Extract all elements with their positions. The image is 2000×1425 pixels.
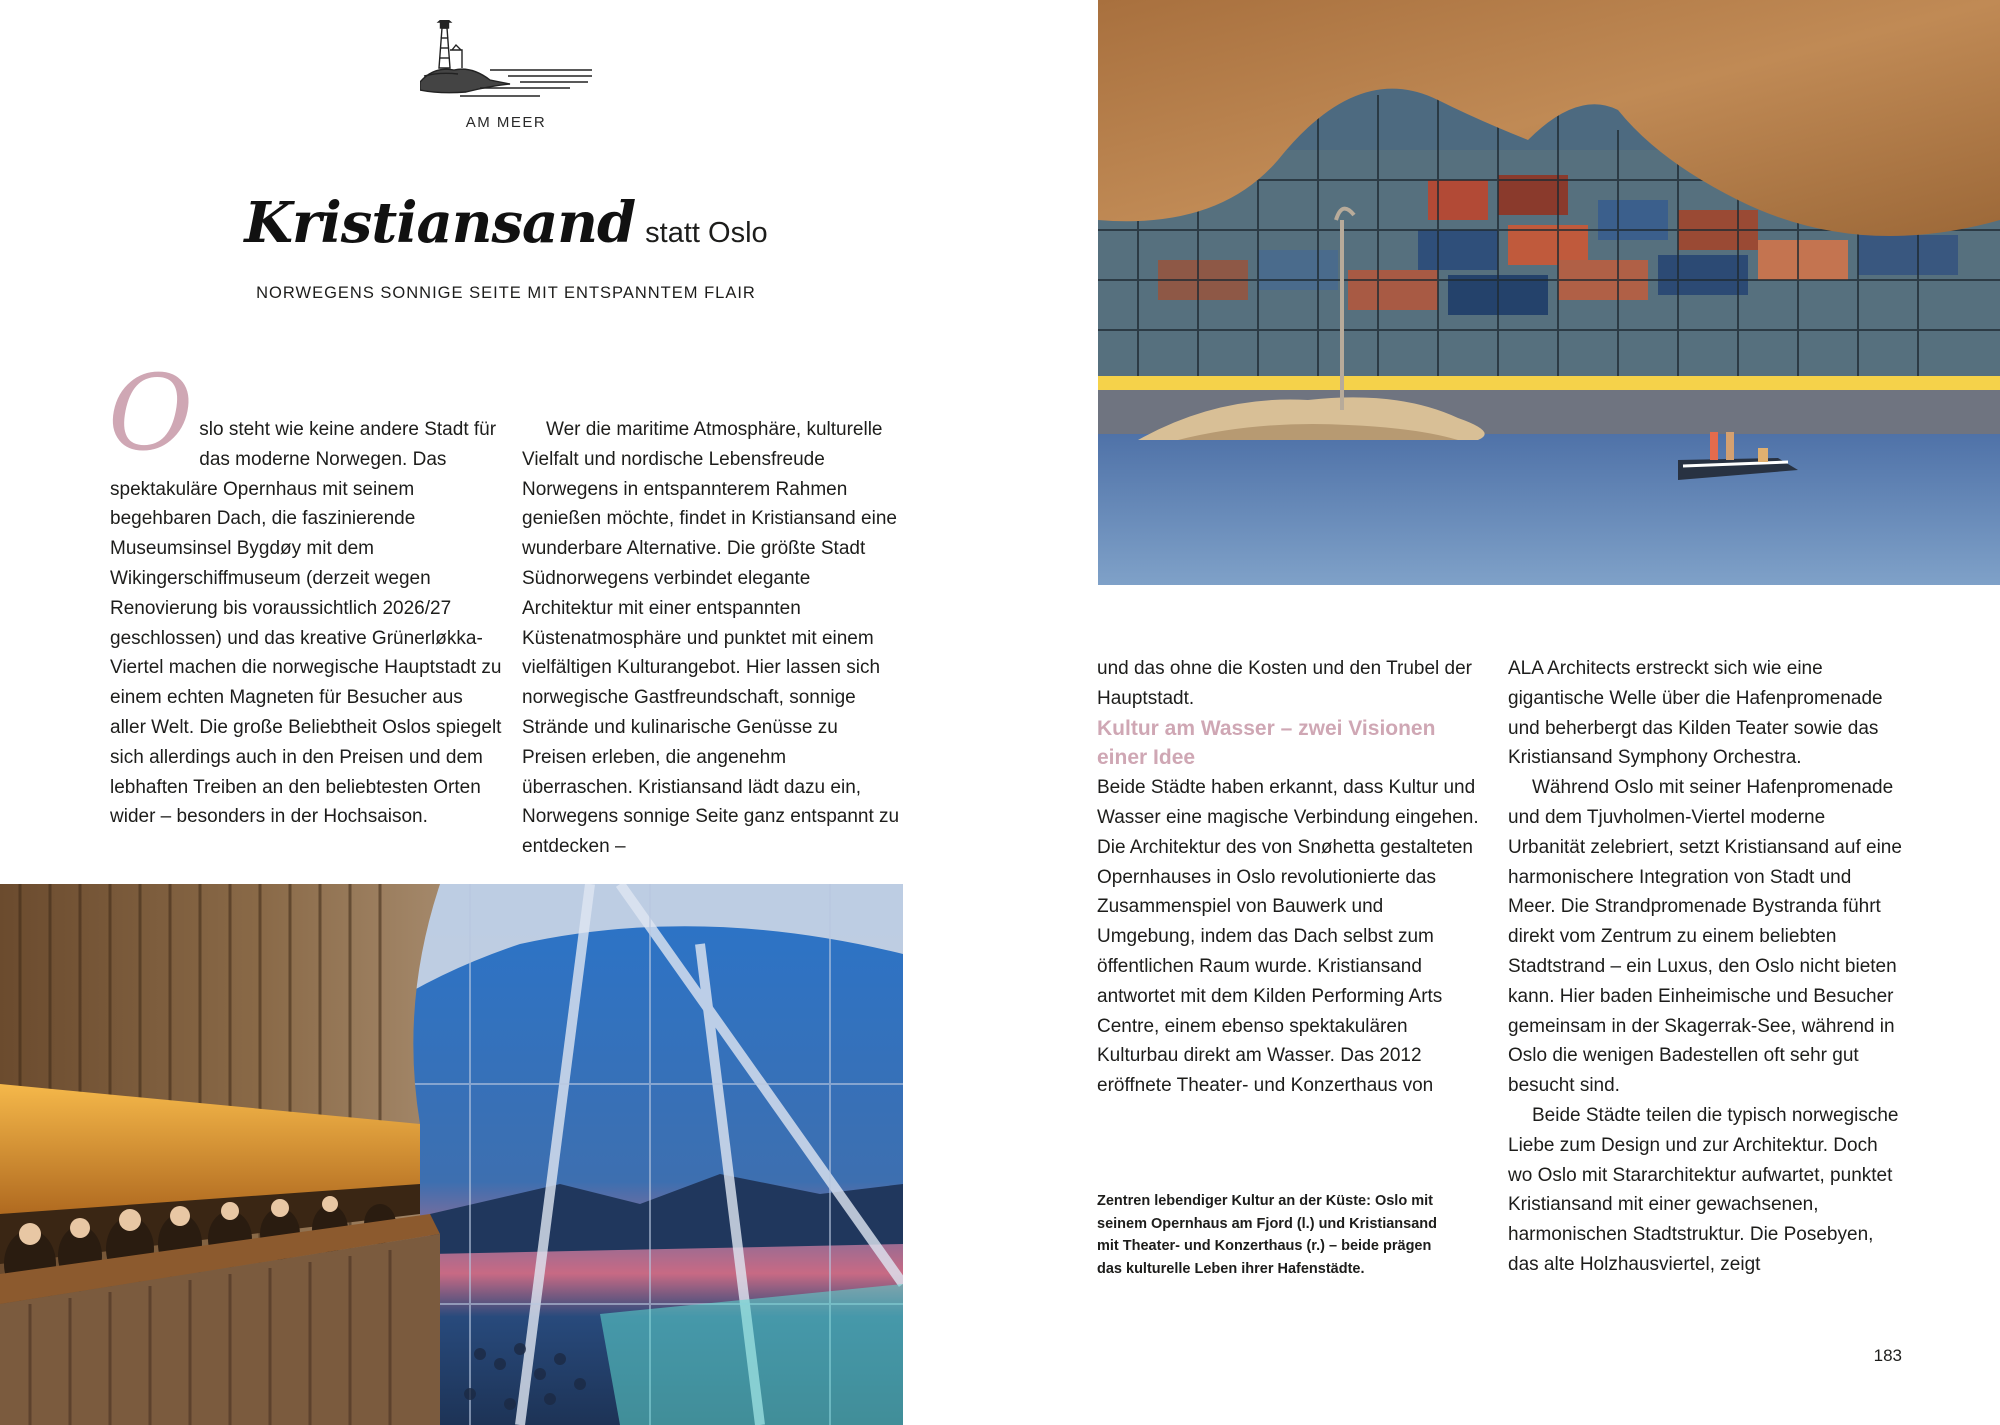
right-body-column-2 <box>1508 654 1903 1280</box>
subheading: Kultur am Wasser – zwei Visionen einer Idee <box>1097 716 1436 770</box>
body-column-1 <box>108 352 502 832</box>
paragraph: ALA Architects erstreckt sich wie eine gigantische Welle über die Hafenpromenade und beherbergt das Kilden Teater sowie das Kristiansand Symphony Orchestra. <box>1508 658 1883 769</box>
page-number: 183 <box>1873 1346 1902 1365</box>
right-page <box>1098 0 2000 1425</box>
right-body-column-1 <box>1097 654 1482 1101</box>
opera-house-photo <box>0 884 903 1425</box>
paragraph: Während Oslo mit seiner Hafenpromenade und dem Tjuvholmen-Viertel moderne Urbanität zelebriert, setzt Kristiansand auf eine harmonischere Integration von Stadt und Meer. Die Strandpromenade Bystranda führt direkt vom Zentrum zu einem beliebten Stadtstrand – ein Luxus, den Oslo nicht bieten kann. Hier baden Einheimische und Besucher gemeinsam in der Skagerrak-See, während in Oslo die wenigen Badestellen oft sehr gut besucht sind. <box>1508 777 1902 1097</box>
paragraph: und das ohne die Kosten und den Trubel der Hauptstadt. <box>1097 658 1473 709</box>
page-title <box>200 190 812 256</box>
title-script: Kristiansand <box>244 190 636 256</box>
kilden-photo <box>1098 0 2000 585</box>
section-label: AM MEER <box>465 114 547 131</box>
drop-cap: O <box>108 352 194 474</box>
lighthouse-icon <box>420 20 592 102</box>
photo-caption: Zentren lebendiger Kultur an der Küste: Oslo mit seinem Opernhaus am Fjord (l.) und Kristiansand mit Theater- und Konzerthaus (r.) – beide prägen das kulturelle Leben ihrer Hafenstädte. <box>1097 1193 1437 1277</box>
title-rest: statt Oslo <box>645 217 768 249</box>
subtitle: NORWEGENS SONNIGE SEITE MIT ENTSPANNTEM FLAIR <box>256 284 756 302</box>
paragraph: Beide Städte haben erkannt, dass Kultur und Wasser eine magische Verbindung eingehen. Die Architektur des von Snøhetta gestalteten Opernhauses in Oslo revolutionierte das Zusammenspiel von Bauwerk und Umgebung, indem das Dach selbst zum öffentlichen Raum wurde. Kristiansand antwortet mit dem Kilden Performing Arts Centre, einem ebenso spektakulären Kulturbau direkt am Wasser. Das 2012 eröffnete Theater- und Konzerthaus von <box>1097 777 1479 1097</box>
body-text: slo steht wie keine andere Stadt für das moderne Norwegen. Das spektakuläre Opernhaus mit seinem begehbaren Dach, die faszinierende Museumsinsel Bygdøy mit dem Wikingerschiffmuseum (derzeit wegen Renovierung bis voraussichtlich 2026/27 geschlossen) und das kreative Grünerløkka-Viertel machen die norwegische Hauptstadt zu einem echten Magneten für Besucher aus aller Welt. Die große Beliebtheit Oslos spiegelt sich allerdings auch in den Preisen und dem lebhaften Treiben an den beliebtesten Orten wider – besonders in der Hochsaison. <box>110 419 502 828</box>
body-column-2: Wer die maritime Atmosphäre, kulturelle Vielfalt und nordische Lebensfreude Norwegens in entspannterem Rahmen genießen möchte, findet in Kristiansand eine wunderbare Alternative. Die größte Stadt Südnorwegens verbindet elegante Architektur mit einer entspannten Küstenatmosphäre und punktet mit einem vielfältigen Kulturangebot. Hier lassen sich norwegische Gastfreundschaft, sonnige Strände und kulinarische Genüsse zu Preisen erleben, die angenehm überraschen. Kristiansand lädt dazu ein, Norwegens sonnige Seite ganz entspannt zu entdecken – <box>522 419 900 858</box>
paragraph: Beide Städte teilen die typisch norwegische Liebe zum Design und zur Architektur. Doch wo Oslo mit Stararchitektur aufwartet, punktet Kristiansand mit einer gewachsenen, harmonischen Stadtstruktur. Die Posebyen, das alte Holzhausviertel, zeigt <box>1508 1104 1899 1275</box>
